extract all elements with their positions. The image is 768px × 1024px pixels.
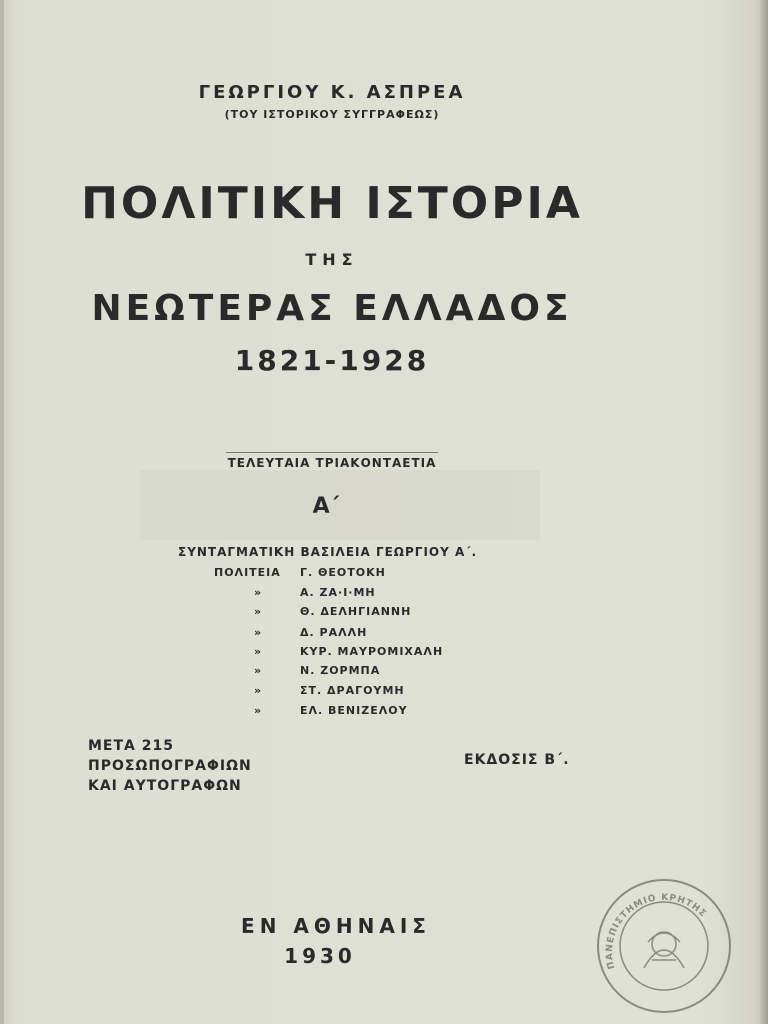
edition-label: ΕΚΔΟΣΙΣ Β΄.	[464, 752, 570, 768]
ditto-mark: »	[254, 586, 262, 599]
ditto-mark: »	[254, 664, 262, 677]
publication-place: ΕΝ ΑΘΗΝΑΙΣ	[241, 914, 431, 938]
illustrations-line-2: ΠΡΟΣΩΠΟΓΡΑΦΙΩΝ	[88, 758, 252, 774]
ditto-mark: »	[254, 626, 262, 639]
title-years: 1821-1928	[234, 344, 430, 377]
title-line-2: ΤΗΣ	[305, 250, 359, 269]
ditto-mark: »	[254, 684, 262, 697]
government-item: Θ. ΔΕΛΗΓΙΑΝΝΗ	[300, 605, 412, 618]
author-note: (ΤΟΥ ΙΣΤΟΡΙΚΟΥ ΣΥΓΓΡΑΦΕΩΣ)	[224, 108, 440, 121]
divider-rule	[226, 452, 438, 453]
stamp-emblem	[644, 932, 684, 968]
author-name: ΓΕΩΡΓΙΟΥ Κ. ΑΣΠΡΕΑ	[198, 82, 466, 103]
library-stamp	[586, 872, 742, 1016]
government-item: Δ. ΡΑΛΛΗ	[300, 626, 368, 639]
ditto-mark: »	[254, 645, 262, 658]
government-item: ΕΛ. ΒΕΝΙΖΕΛΟΥ	[300, 704, 408, 717]
title-line-1: ΠΟΛΙΤΙΚΗ ΙΣΤΟΡΙΑ	[81, 178, 583, 229]
stamp-inner-ring	[620, 902, 708, 990]
contents-heading: ΣΥΝΤΑΓΜΑΤΙΚΗ ΒΑΣΙΛΕΙΑ ΓΕΩΡΓΙΟΥ Α΄.	[178, 545, 478, 559]
volume-number: Α΄	[312, 494, 340, 519]
title-line-3: ΝΕΩΤΕΡΑΣ ΕΛΛΑΔΟΣ	[91, 288, 573, 329]
illustrations-line-3: ΚΑΙ ΑΥΤΟΓΡΑΦΩΝ	[88, 778, 242, 794]
government-item: Ν. ΖΟΡΜΠΑ	[300, 664, 381, 677]
government-item: ΚΥΡ. ΜΑΥΡΟΜΙΧΑΛΗ	[300, 645, 444, 658]
page-right-edge	[760, 0, 768, 1024]
ditto-mark: »	[254, 605, 262, 618]
government-item: Γ. ΘΕΟΤΟΚΗ	[300, 566, 386, 579]
government-item: ΣΤ. ΔΡΑΓΟΥΜΗ	[300, 684, 405, 697]
illustrations-line-1: ΜΕΤΑ 215	[88, 738, 174, 754]
government-item: Α. ΖΑ·Ι·ΜΗ	[300, 586, 376, 599]
stamp-text: ΠΑΝΕΠΙΣΤΗΜΙΟ ΚΡΗΤΗΣ	[604, 892, 709, 971]
governments-label: ΠΟΛΙΤΕΙΑ	[214, 566, 281, 579]
ditto-mark: »	[254, 704, 262, 717]
publication-year: 1930	[284, 944, 356, 968]
subtitle: ΤΕΛΕΥΤΑΙΑ ΤΡΙΑΚΟΝΤΑΕΤΙΑ	[227, 456, 437, 470]
